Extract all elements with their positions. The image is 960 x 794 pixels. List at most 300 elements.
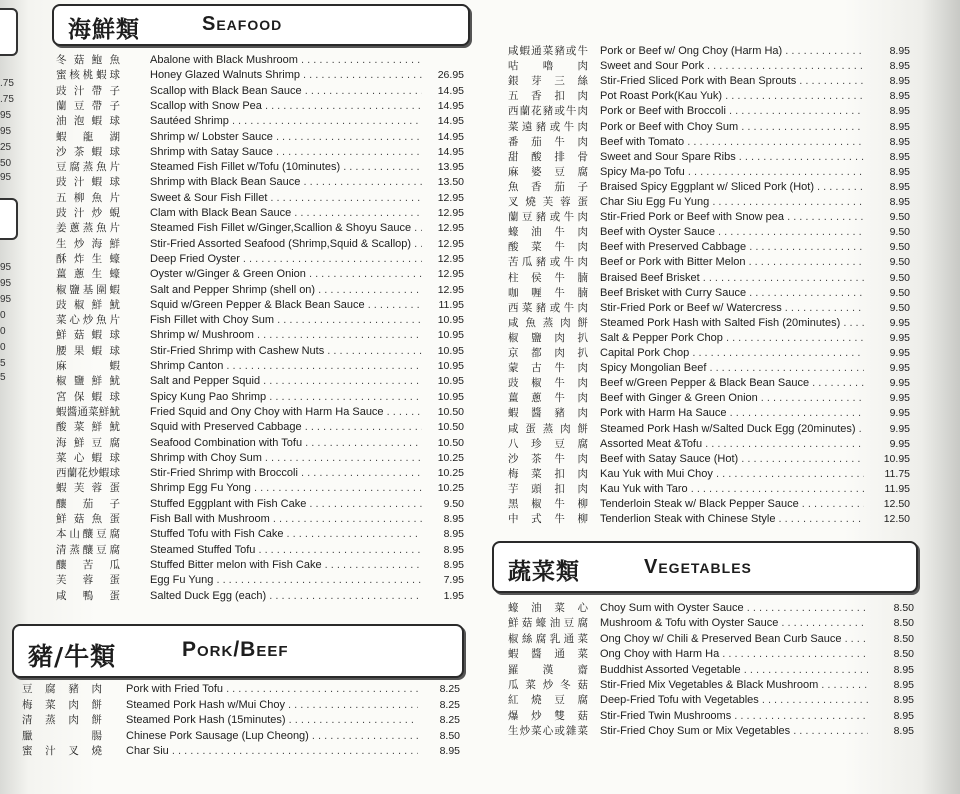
menu-item-chinese-name: 咸蛋蒸肉餅 <box>508 422 588 435</box>
menu-item-chinese-name: 羅漢齋 <box>508 663 588 676</box>
menu-item-english-name: Capital Pork Chop . . . <box>600 346 864 361</box>
menu-item-english-name: Stir-Fried Sliced Pork with Bean Sprouts . . . <box>600 74 864 89</box>
menu-item-english-name: Steamed Fish Fillet w/Tofu (10minutes) . . . <box>150 160 422 175</box>
menu-item <box>56 374 466 389</box>
menu-item-price: 12.95 <box>437 207 464 219</box>
menu-item-price: 12.95 <box>437 283 464 296</box>
menu-item <box>508 693 916 708</box>
menu-item-price: 8.95 <box>439 745 460 758</box>
menu-item <box>56 283 466 298</box>
menu-item-price: 13.50 <box>437 176 464 189</box>
menu-item <box>508 120 908 135</box>
menu-item-chinese-name: 蝦醬通菜鮮魷 <box>56 405 120 418</box>
menu-item-price: 12.95 <box>437 222 464 235</box>
menu-item-english-name: Stuffed Bitter melon with Fish Cake . . . <box>150 558 422 573</box>
menu-item <box>22 744 462 759</box>
menu-item-chinese-name: 蠔油牛肉 <box>508 226 588 239</box>
menu-item-english-name: Beef Brisket with Curry Sauce . . . <box>600 286 864 301</box>
menu-item-price: 8.95 <box>893 709 914 722</box>
left-edge-number: 0 <box>0 326 6 337</box>
menu-item-english-name: Sweet and Sour Pork . . . <box>600 59 864 74</box>
menu-item-chinese-name: 蝦龍湖 <box>56 130 120 143</box>
menu-item <box>56 359 466 374</box>
menu-item-english-name: Ong Choy with Harm Ha . . . <box>600 647 868 662</box>
menu-item-price: 8.95 <box>889 75 910 88</box>
menu-item-price: 8.95 <box>443 528 464 541</box>
menu-item-chinese-name: 五香扣肉 <box>508 90 588 103</box>
menu-item-price: 10.50 <box>437 405 464 418</box>
menu-item-chinese-name: 冬菇鮑魚 <box>56 54 120 66</box>
menu-item <box>56 53 466 68</box>
menu-item <box>508 286 908 301</box>
menu-item-english-name: Beef or Pork with Bitter Melon . . . <box>600 255 864 270</box>
menu-item-chinese-name: 咸魚蒸肉餅 <box>508 316 588 329</box>
menu-item-price: 8.95 <box>889 45 910 57</box>
menu-item-price: 9.95 <box>889 377 910 390</box>
menu-item <box>56 252 466 267</box>
menu-item-chinese-name: 薑蔥牛肉 <box>508 392 588 405</box>
pork-beef-header <box>12 624 464 678</box>
menu-item-price: 9.50 <box>889 256 910 269</box>
menu-item-price: 12.95 <box>437 237 464 250</box>
menu-item-price: 8.95 <box>893 725 914 738</box>
menu-item-chinese-name: 本山釀豆腐 <box>56 528 120 541</box>
menu-item-english-name: Steamed Pork Hash w/Mui Choy . . . <box>126 698 418 713</box>
left-edge-number: .75 <box>0 78 14 89</box>
menu-item-chinese-name: 西菜豬或牛肉 <box>508 301 588 314</box>
menu-item-price: 12.95 <box>437 268 464 281</box>
menu-item-price: 10.95 <box>437 314 464 327</box>
menu-item-english-name: Shrimp Egg Fu Yong . . . <box>150 481 422 496</box>
menu-item-chinese-name: 菜遠豬或牛肉 <box>508 120 588 133</box>
menu-item-chinese-name: 紅燒豆腐 <box>508 694 588 707</box>
menu-item <box>56 558 466 573</box>
menu-item-english-name: Stir-Fried Pork or Beef with Snow pea . . . <box>600 210 864 225</box>
left-edge-number: 95 <box>0 110 12 121</box>
menu-item-english-name: Mushroom & Tofu with Oyster Sauce . . . <box>600 616 868 631</box>
menu-item-chinese-name: 菜心蝦球 <box>56 451 120 464</box>
menu-item-english-name: Squid w/Green Pepper & Black Bean Sauce . . . <box>150 298 422 313</box>
menu-item <box>56 114 466 129</box>
menu-item-chinese-name: 生炒菜心或雜菜 <box>508 725 588 738</box>
menu-item <box>508 601 916 616</box>
menu-item-english-name: Clam with Black Bean Sauce . . . <box>150 206 422 221</box>
menu-item-chinese-name: 叉燒芙蓉蛋 <box>508 196 588 208</box>
menu-item-chinese-name: 椒鹽鮮魷 <box>56 375 120 388</box>
menu-item-english-name: Egg Fu Yung . . . <box>150 573 422 588</box>
left-edge-number: 5 <box>0 358 6 369</box>
menu-item-price: 8.95 <box>889 135 910 148</box>
menu-item <box>508 74 908 89</box>
menu-item-price: 14.95 <box>437 115 464 128</box>
menu-item <box>508 361 908 376</box>
menu-item-price: 10.95 <box>437 360 464 372</box>
menu-item-chinese-name: 豉汁炒蜆 <box>56 207 120 219</box>
menu-item-english-name: Spicy Kung Pao Shrimp . . . <box>150 390 422 405</box>
menu-item <box>508 165 908 180</box>
menu-item-english-name: Assorted Meat &Tofu . . . <box>600 437 864 452</box>
menu-item <box>508 452 908 467</box>
menu-item-price: 9.50 <box>889 226 910 239</box>
menu-item-english-name: Shrimp with Black Bean Sauce . . . <box>150 175 422 190</box>
pork-beef-title-en: Pork/Beef <box>182 638 289 661</box>
menu-item-chinese-name: 咖喱牛腩 <box>508 286 588 299</box>
menu-item-english-name: Beef with Satay Sauce (Hot) . . . <box>600 452 864 467</box>
menu-item <box>22 698 462 713</box>
menu-item-english-name: Steamed Stuffed Tofu . . . <box>150 543 422 558</box>
menu-item-chinese-name: 芙蓉蛋 <box>56 574 120 587</box>
menu-item-price: 9.50 <box>889 271 910 284</box>
menu-item-chinese-name: 臘腸 <box>22 729 102 742</box>
menu-item-price: 10.50 <box>437 436 464 449</box>
menu-item-price: 9.95 <box>889 422 910 435</box>
menu-item-english-name: Steamed Pork Hash w/Salted Duck Egg (20minutes) . . . <box>600 422 864 437</box>
menu-item-english-name: Pork with Fried Tofu . . . <box>126 682 418 697</box>
menu-item-english-name: Shrimp with Choy Sum . . . <box>150 451 422 466</box>
left-edge-number: 95 <box>0 172 12 183</box>
menu-item <box>508 271 908 286</box>
menu-item-chinese-name: 魚香茄子 <box>508 180 588 193</box>
menu-item-price: 9.50 <box>889 211 910 224</box>
menu-item-chinese-name: 酥炸生蠔 <box>56 252 120 265</box>
menu-item-english-name: Salted Duck Egg (each) . . . <box>150 589 422 604</box>
menu-item <box>56 589 466 604</box>
menu-item-chinese-name: 菜心炒魚片 <box>56 314 120 327</box>
left-edge-number: 0 <box>0 342 6 353</box>
menu-item-english-name: Steamed Pork Hash with Salted Fish (20minutes) . . . <box>600 316 864 331</box>
menu-item-chinese-name: 西蘭花炒蝦球 <box>56 467 120 480</box>
menu-item-english-name: Shrimp Canton . . . <box>150 359 422 374</box>
menu-item <box>508 301 908 316</box>
menu-item-price: 8.95 <box>889 196 910 208</box>
menu-item-price: 9.95 <box>889 362 910 375</box>
menu-item-chinese-name: 酸菜鮮魷 <box>56 421 120 434</box>
menu-item-price: 7.95 <box>443 574 464 587</box>
menu-item-english-name: Beef with Oyster Sauce . . . <box>600 225 864 240</box>
menu-item <box>56 99 466 114</box>
menu-item-english-name: Choy Sum with Oyster Sauce . . . <box>600 601 868 616</box>
menu-item-price: 9.50 <box>889 301 910 314</box>
menu-item-price: 8.95 <box>443 513 464 525</box>
menu-item-english-name: Chinese Pork Sausage (Lup Cheong) . . . <box>126 729 418 744</box>
menu-item-english-name: Stir-Fried Choy Sum or Mix Vegetables . . . <box>600 724 868 739</box>
menu-item <box>508 632 916 647</box>
menu-item <box>56 543 466 558</box>
menu-item <box>508 89 908 104</box>
menu-item-price: 8.50 <box>439 729 460 742</box>
menu-item-english-name: Sautéed Shrimp . . . <box>150 114 422 129</box>
menu-item-chinese-name: 蝦醬豬肉 <box>508 407 588 420</box>
left-edge-number: 0 <box>0 310 6 321</box>
menu-item-price: 9.95 <box>889 316 910 329</box>
menu-item-english-name: Squid with Preserved Cabbage . . . <box>150 420 422 435</box>
menu-item-chinese-name: 蒙古牛肉 <box>508 362 588 375</box>
menu-item-english-name: Steamed Fish Fillet w/Ginger,Scallion & Shoyu Sauce . . . <box>150 221 422 236</box>
menu-item <box>56 436 466 451</box>
menu-item-chinese-name: 苦瓜豬或牛肉 <box>508 256 588 269</box>
menu-item-english-name: Beef with Ginger & Green Onion . . . <box>600 391 864 406</box>
menu-item-price: 8.95 <box>893 679 914 691</box>
menu-item-chinese-name: 薑蔥生蠔 <box>56 268 120 281</box>
menu-item <box>56 237 466 252</box>
menu-item-chinese-name: 海鮮豆腐 <box>56 436 120 449</box>
menu-item-english-name: Beef w/Green Pepper & Black Bean Sauce . . . <box>600 376 864 391</box>
menu-item-chinese-name: 柱侯牛腩 <box>508 271 588 284</box>
menu-item-english-name: Shrimp with Satay Sauce . . . <box>150 145 422 160</box>
menu-item-chinese-name: 鮮菇魚蛋 <box>56 513 120 525</box>
menu-item <box>56 313 466 328</box>
menu-item <box>22 729 462 744</box>
menu-item-price: 8.95 <box>889 120 910 133</box>
menu-item <box>56 405 466 420</box>
menu-item <box>56 160 466 175</box>
menu-item-price: 10.25 <box>437 451 464 464</box>
menu-item <box>508 150 908 165</box>
menu-item-english-name: Stir-Fried Shrimp with Cashew Nuts . . . <box>150 344 422 359</box>
menu-item-chinese-name: 油泡蝦球 <box>56 115 120 128</box>
menu-item-english-name: Kau Yuk with Taro . . . <box>600 482 864 497</box>
menu-item-english-name: Spicy Mongolian Beef . . . <box>600 361 864 376</box>
menu-item-chinese-name: 咸蝦通菜豬或牛 <box>508 45 588 57</box>
menu-item <box>56 390 466 405</box>
menu-item-price: 10.95 <box>883 452 910 465</box>
menu-item <box>508 59 908 74</box>
menu-item <box>56 328 466 343</box>
menu-item <box>508 225 908 240</box>
menu-item-chinese-name: 鮮菇蠔油豆腐 <box>508 617 588 630</box>
menu-item-price: 8.95 <box>889 90 910 103</box>
menu-item-english-name: Stir-Fried Pork or Beef w/ Watercress . . . <box>600 301 864 316</box>
menu-item-chinese-name: 沙茶蝦球 <box>56 145 120 158</box>
menu-item <box>508 512 908 527</box>
menu-item-english-name: Beef with Tomato . . . <box>600 135 864 150</box>
menu-item-chinese-name: 爆炒雙菇 <box>508 709 588 722</box>
menu-item-chinese-name: 五柳魚片 <box>56 191 120 204</box>
menu-item <box>56 206 466 221</box>
menu-item-english-name: Braised Spicy Eggplant w/ Sliced Pork (Hot) . . . <box>600 180 864 195</box>
menu-item-english-name: Spicy Ma-po Tofu . . . <box>600 165 864 180</box>
menu-item-english-name: Stir-Fried Twin Mushrooms . . . <box>600 709 868 724</box>
menu-item-price: 14.95 <box>437 99 464 112</box>
menu-item <box>508 482 908 497</box>
menu-item-chinese-name: 八珍豆腐 <box>508 437 588 450</box>
menu-item-price: 9.50 <box>889 241 910 254</box>
menu-item-english-name: Pork or Beef with Choy Sum . . . <box>600 120 864 135</box>
left-edge-box <box>0 198 18 240</box>
menu-item-chinese-name: 豆腐豬肉 <box>22 683 102 695</box>
menu-item-chinese-name: 清蒸肉餅 <box>22 714 102 727</box>
menu-item-english-name: Stir-Fried Mix Vegetables & Black Mushroom . . . <box>600 678 868 693</box>
menu-item-price: 11.95 <box>884 482 910 495</box>
menu-item <box>508 678 916 693</box>
menu-item <box>508 422 908 437</box>
menu-item <box>508 709 916 724</box>
menu-item-price: 8.95 <box>889 165 910 178</box>
menu-item-english-name: Pot Roast Pork(Kau Yuk) . . . <box>600 89 864 104</box>
menu-item-price: 10.95 <box>437 344 464 357</box>
menu-item <box>56 497 466 512</box>
menu-item-price: 8.50 <box>893 602 914 614</box>
left-edge-number: 50 <box>0 158 12 169</box>
menu-item-english-name: Salt and Pepper Squid . . . <box>150 374 422 389</box>
menu-item-price: 8.95 <box>893 694 914 707</box>
menu-item <box>508 255 908 270</box>
menu-item-english-name: Pork or Beef with Broccoli . . . <box>600 104 864 119</box>
menu-item-price: 12.50 <box>883 498 910 510</box>
menu-item-price: 14.95 <box>437 130 464 143</box>
menu-item <box>508 210 908 225</box>
menu-item-price: 10.50 <box>437 421 464 434</box>
menu-item-english-name: Shrimp w/ Mushroom . . . <box>150 328 422 343</box>
menu-item-english-name: Beef with Preserved Cabbage . . . <box>600 240 864 255</box>
menu-item-english-name: Sweet & Sour Fish Fillet . . . <box>150 191 422 206</box>
menu-item-chinese-name: 蝦醬通菜 <box>508 648 588 661</box>
menu-item-price: 1.95 <box>443 589 464 602</box>
menu-item <box>56 481 466 496</box>
menu-item-english-name: Tenderloin Steak w/ Black Pepper Sauce . . . <box>600 497 864 512</box>
menu-item-chinese-name: 梅菜扣肉 <box>508 467 588 480</box>
left-edge-number: 25 <box>0 142 12 153</box>
menu-item-price: 11.75 <box>884 467 910 480</box>
menu-item-price: 8.25 <box>439 714 460 727</box>
menu-item-chinese-name: 黑椒牛柳 <box>508 498 588 510</box>
menu-item-chinese-name: 蘭豆豬或牛肉 <box>508 211 588 224</box>
menu-item-chinese-name: 蜜汁叉燒 <box>22 745 102 758</box>
menu-item-price: 10.95 <box>437 329 464 342</box>
menu-item-chinese-name: 腰果蝦球 <box>56 344 120 357</box>
menu-item <box>56 191 466 206</box>
menu-item-price: 8.50 <box>893 617 914 630</box>
menu-item-english-name: Fish Fillet with Choy Sum . . . <box>150 313 422 328</box>
menu-item-english-name: Fish Ball with Mushroom . . . <box>150 512 422 527</box>
left-edge-number: 95 <box>0 278 12 289</box>
menu-item <box>56 68 466 83</box>
menu-item-price: 12.95 <box>437 252 464 265</box>
menu-item-english-name: Tenderlion Steak with Chinese Style . . . <box>600 512 864 527</box>
menu-item-price: 8.95 <box>443 543 464 556</box>
menu-item-chinese-name: 蠔油菜心 <box>508 602 588 614</box>
menu-item-english-name: Shrimp w/ Lobster Sauce . . . <box>150 130 422 145</box>
menu-item <box>508 391 908 406</box>
menu-item-chinese-name: 甜酸排骨 <box>508 150 588 163</box>
menu-item-price: 8.25 <box>439 683 460 695</box>
menu-item-price: 9.95 <box>889 331 910 344</box>
vegetables-header <box>492 541 918 593</box>
menu-item-chinese-name: 京都肉扒 <box>508 347 588 359</box>
menu-item-price: 8.95 <box>443 558 464 571</box>
menu-item <box>508 647 916 662</box>
menu-item-english-name: Fried Squid and Ony Choy with Harm Ha Sauce . . . <box>150 405 422 420</box>
menu-item-chinese-name: 豆腐蒸魚片 <box>56 161 120 174</box>
menu-item-chinese-name: 生炒海鮮 <box>56 237 120 250</box>
seafood-header <box>52 4 470 46</box>
vegetables-title-zh: 蔬菜類 <box>508 559 580 585</box>
menu-item-price: 9.95 <box>889 437 910 450</box>
menu-item-english-name: Pork or Beef w/ Ong Choy (Harm Ha) . . . <box>600 44 864 59</box>
menu-item-price: 8.95 <box>889 150 910 163</box>
menu-item-english-name: Scallop with Snow Pea . . . <box>150 99 422 114</box>
menu-item <box>56 145 466 160</box>
menu-item-english-name: Salt and Pepper Shrimp (shell on) . . . <box>150 283 422 298</box>
menu-item-price: 8.95 <box>889 60 910 73</box>
menu-item-chinese-name: 釀茄子 <box>56 497 120 510</box>
menu-item-english-name: Kau Yuk with Mui Choy . . . <box>600 467 864 482</box>
menu-item-chinese-name: 姜蔥蒸魚片 <box>56 222 120 235</box>
seafood-title-en: Seafood <box>202 13 283 35</box>
menu-item-chinese-name: 蝦芙蓉蛋 <box>56 482 120 495</box>
menu-item <box>508 497 908 512</box>
menu-item-price: 12.95 <box>437 191 464 204</box>
menu-item-price: 10.25 <box>437 482 464 495</box>
menu-item-english-name: Stuffed Tofu with Fish Cake . . . <box>150 527 422 542</box>
menu-item-chinese-name: 咕嚕肉 <box>508 60 588 73</box>
menu-item <box>56 267 466 282</box>
menu-item-english-name: Pork with Harm Ha Sauce . . . <box>600 406 864 421</box>
menu-item-english-name: Deep Fried Oyster . . . <box>150 252 422 267</box>
menu-item <box>508 44 908 59</box>
menu-item-english-name: Stir-Fried Assorted Seafood (Shrimp,Squid & Scallop) . . . <box>150 237 422 252</box>
menu-item-chinese-name: 椒鹽肉扒 <box>508 331 588 344</box>
menu-item <box>508 467 908 482</box>
menu-item-chinese-name: 釀苦瓜 <box>56 558 120 571</box>
menu-item <box>508 195 908 210</box>
menu-item-price: 8.50 <box>893 632 914 645</box>
menu-item-chinese-name: 沙茶牛肉 <box>508 452 588 465</box>
menu-item-chinese-name: 麻蝦 <box>56 360 120 372</box>
menu-item-price: 9.50 <box>443 497 464 510</box>
menu-item-price: 10.95 <box>437 375 464 388</box>
menu-item <box>508 104 908 119</box>
menu-item <box>508 663 916 678</box>
menu-item <box>508 331 908 346</box>
menu-item-price: 11.95 <box>438 298 464 311</box>
menu-item-english-name: Oyster w/Ginger & Green Onion . . . <box>150 267 422 282</box>
menu-item-chinese-name: 豉汁蝦球 <box>56 176 120 189</box>
menu-item-price: 9.95 <box>889 407 910 420</box>
left-edge-number: .75 <box>0 94 14 105</box>
menu-item-price: 14.95 <box>437 145 464 158</box>
menu-item-chinese-name: 蘭豆帶子 <box>56 99 120 112</box>
left-edge-box <box>0 8 18 56</box>
menu-item <box>56 451 466 466</box>
menu-item-english-name: Braised Beef Brisket . . . <box>600 271 864 286</box>
seafood-title-zh: 海鮮類 <box>68 17 140 43</box>
menu-item-english-name: Char Siu . . . <box>126 744 418 759</box>
menu-item <box>508 135 908 150</box>
menu-item-english-name: Stuffed Eggplant with Fish Cake . . . <box>150 497 422 512</box>
menu-item <box>508 724 916 739</box>
menu-item <box>56 420 466 435</box>
vegetables-title-en: Vegetables <box>644 556 752 578</box>
menu-item-chinese-name: 番茄牛肉 <box>508 135 588 148</box>
menu-item <box>56 466 466 481</box>
menu-item <box>508 180 908 195</box>
left-edge-number: 5 <box>0 372 6 383</box>
menu-item-price: 10.95 <box>437 390 464 403</box>
menu-item-english-name: Honey Glazed Walnuts Shrimp . . . <box>150 68 422 83</box>
menu-item-price: 9.95 <box>889 347 910 359</box>
menu-item-english-name: Ong Choy w/ Chili & Preserved Bean Curb Sauce . . . <box>600 632 868 647</box>
menu-item <box>56 573 466 588</box>
left-edge-number: 95 <box>0 262 12 273</box>
menu-item-price: 14.95 <box>437 84 464 97</box>
menu-item-chinese-name: 麻婆豆腐 <box>508 165 588 178</box>
menu-item-price: 8.50 <box>893 648 914 661</box>
menu-item-chinese-name: 豉汁帶子 <box>56 84 120 97</box>
menu-item-english-name: Salt & Pepper Pork Chop . . . <box>600 331 864 346</box>
menu-item-chinese-name: 豉椒鮮魷 <box>56 298 120 311</box>
menu-item-chinese-name: 椒鹽基圍蝦 <box>56 283 120 296</box>
